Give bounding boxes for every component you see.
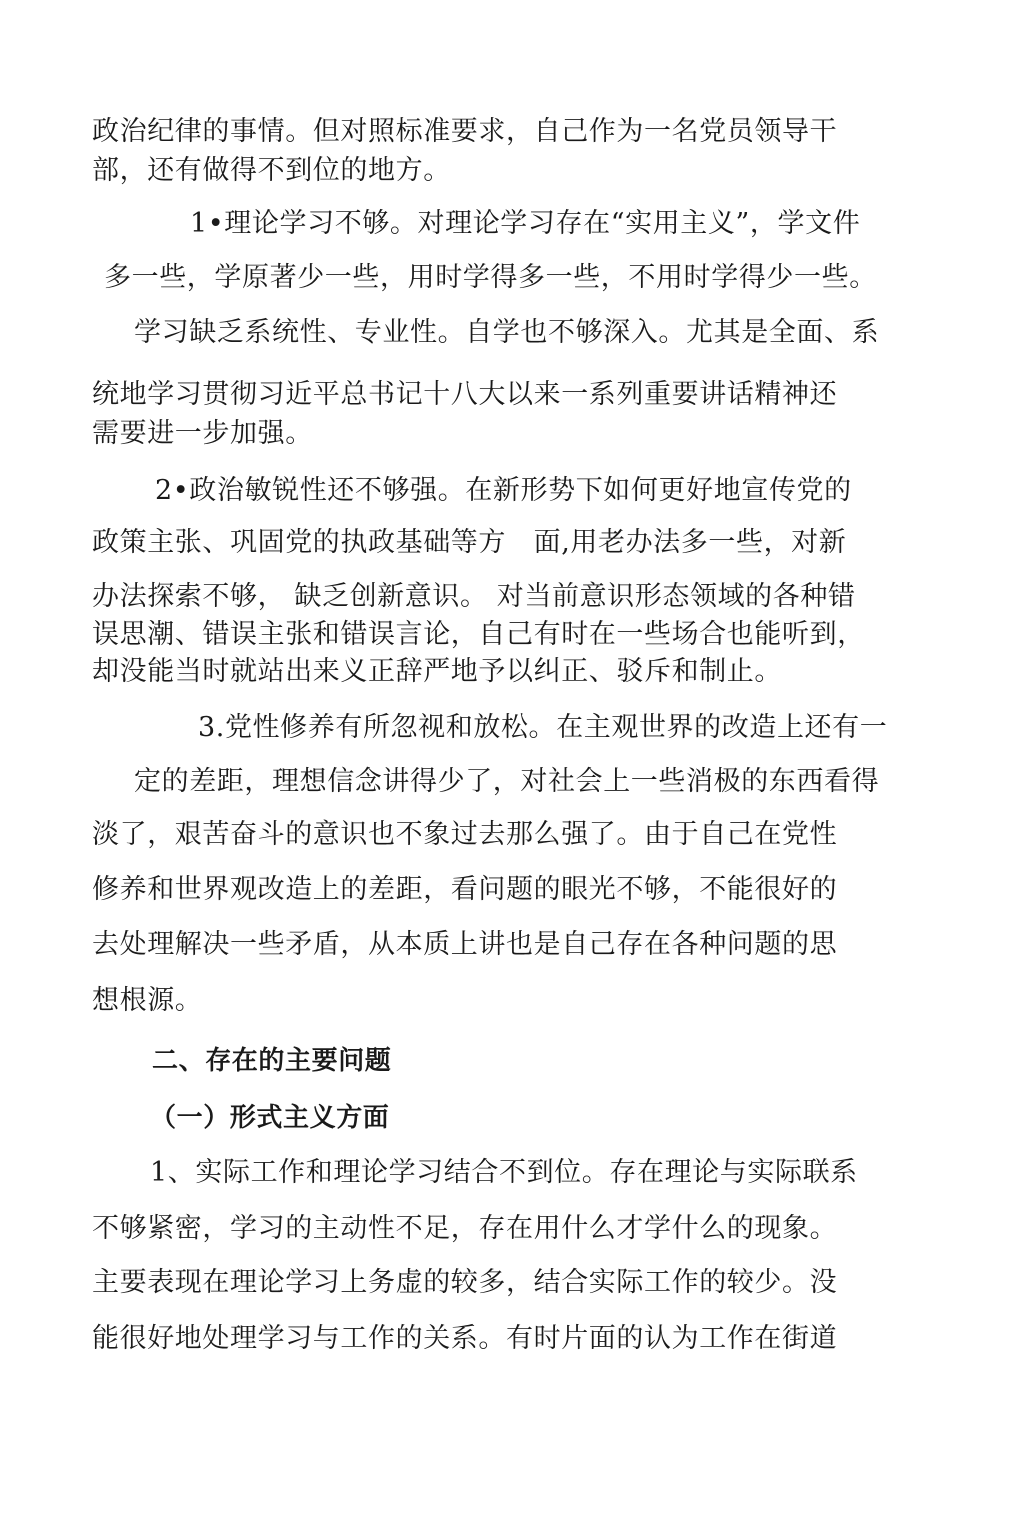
text-line: 修养和世界观改造上的差距，看问题的眼光不够，不能很好的 xyxy=(92,874,838,905)
text-line: 学习缺乏系统性、专业性。自学也不够深入。尤其是全面、系 xyxy=(134,317,880,348)
text-line: 需要进一步加强。 xyxy=(92,418,313,449)
text-line: 部，还有做得不到位的地方。 xyxy=(92,155,451,186)
text-line: 办法探索不够， 缺乏创新意识。 对当前意识形态领域的各种错 xyxy=(92,581,856,612)
text-line: 不够紧密，学习的主动性不足，存在用什么才学什么的现象。 xyxy=(92,1213,838,1244)
text-line: 政治纪律的事情。但对照标准要求，自己作为一名党员领导干 xyxy=(92,116,838,147)
text-line: 主要表现在理论学习上务虚的较多，结合实际工作的较少。没 xyxy=(92,1267,838,1298)
text-line: 3.党性修养有所忽视和放松。在主观世界的改造上还有一 xyxy=(198,712,888,743)
text-line: 去处理解决一些矛盾，从本质上讲也是自己存在各种问题的思 xyxy=(92,929,838,960)
text-line: 1•理论学习不够。对理论学习存在“实用主义”，学文件 xyxy=(190,208,861,239)
text-line: 误思潮、错误主张和错误言论，自己有时在一些场合也能听到， xyxy=(92,619,865,650)
text-line: 却没能当时就站出来义正辞严地予以纠正、驳斥和制止。 xyxy=(92,656,782,687)
text-line: 淡了，艰苦奋斗的意识也不象过去那么强了。由于自己在党性 xyxy=(92,819,838,850)
text-line: 统地学习贯彻习近平总书记十八大以来一系列重要讲话精神还 xyxy=(92,379,838,410)
section-heading: 二、存在的主要问题 xyxy=(152,1046,392,1076)
text-line: 定的差距，理想信念讲得少了，对社会上一些消极的东西看得 xyxy=(134,766,880,797)
text-line: 2•政治敏锐性还不够强。在新形势下如何更好地宣传党的 xyxy=(155,475,852,506)
text-line: 多一些，学原著少一些，用时学得多一些，不用时学得少一些。 xyxy=(104,262,877,293)
text-line: 政策主张、巩固党的执政基础等方 面,用老办法多一些，对新 xyxy=(92,527,847,558)
subsection-heading: （一）形式主义方面 xyxy=(150,1103,390,1133)
text-line: 1、实际工作和理论学习结合不到位。存在理论与实际联系 xyxy=(150,1157,858,1188)
text-line: 想根源。 xyxy=(92,985,203,1016)
text-line: 能很好地处理学习与工作的关系。有时片面的认为工作在街道 xyxy=(92,1323,838,1354)
